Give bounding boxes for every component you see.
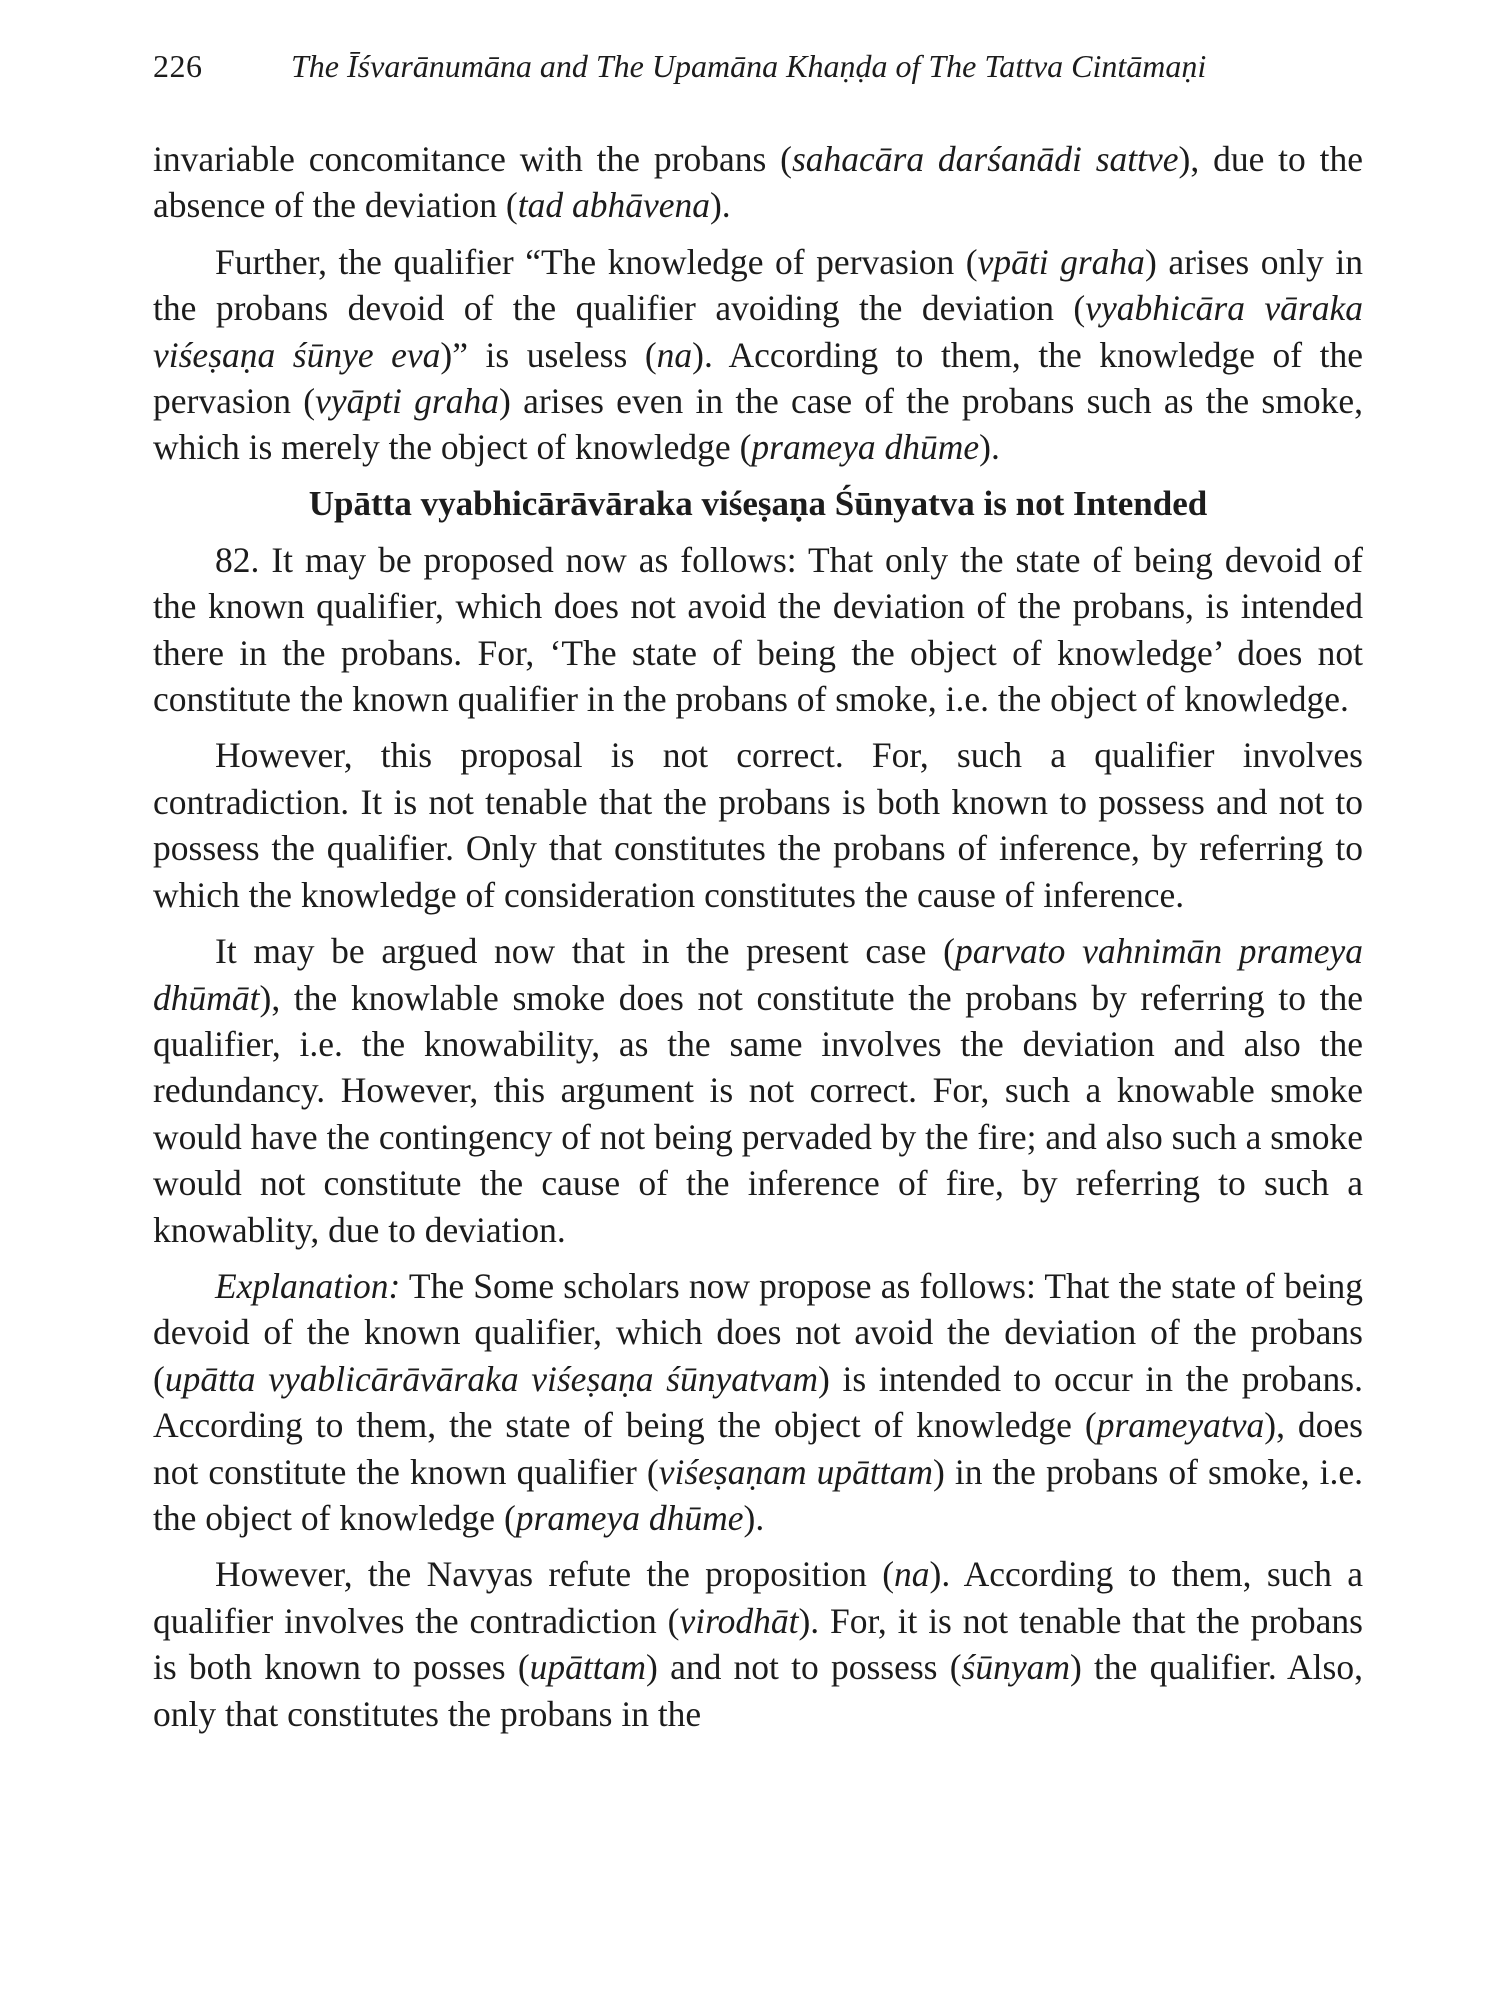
italic-term: vyabhicāra vāraka viśeṣaṇa śūnye eva <box>153 288 1363 375</box>
italic-term: parvato vahnimān prameya dhūmāt <box>153 931 1363 1018</box>
italic-term: viśeṣaṇam upāttam <box>658 1451 934 1492</box>
text-run: ). For, it is not tenable that the probans is both known to posses ( <box>153 1600 1363 1688</box>
italic-term: na <box>656 334 693 375</box>
italic-term: tad abhāvena <box>517 185 710 226</box>
text-run: )” is useless ( <box>440 334 657 375</box>
paragraph <box>153 1551 1363 1737</box>
paragraph <box>153 239 1363 471</box>
text-run: Further, the qualifier “The knowledge of pervasion ( <box>215 241 978 282</box>
page-number: 226 <box>153 48 203 84</box>
text-run: ) arises only in the probans devoid of the qualifier avoiding the deviation ( <box>153 241 1363 329</box>
text-run: ). <box>709 185 731 226</box>
text-run: ) the qualifier. Also, only that constitutes the probans in the <box>153 1647 1363 1734</box>
text-run: invariable concomitance with the probans ( <box>153 139 792 179</box>
body-text <box>153 136 1363 1747</box>
italic-term: virodhāt <box>679 1600 799 1641</box>
text-run: It may be argued now that in the present case ( <box>215 931 955 972</box>
text-run: However, this proposal is not correct. For, such a qualifier involves contradiction. It is not tenable that the probans is both known to possess and not to possess the qualifier. Only that constitutes the probans of inference, by referring to which the knowledge of consideration constitutes the cause of inference. <box>153 735 1363 915</box>
text-run: ). According to them, such a qualifier involves the contradiction ( <box>153 1554 1363 1641</box>
text-run: ), does not constitute the known qualifier ( <box>153 1405 1363 1492</box>
section-heading <box>153 481 1363 527</box>
text-run: ) arises even in the case of the probans such as the smoke, which is merely the object of knowledge ( <box>153 381 1363 468</box>
text-run: ). <box>743 1497 765 1538</box>
text-run: ), due to the absence of the deviation ( <box>153 139 1363 226</box>
text-run: The Some scholars now propose as follows: That the state of being devoid of the known qualifier, which does not avoid the deviation of the probans ( <box>153 1265 1363 1399</box>
text-run: ) is intended to occur in the probans. According to them, the state of being the object of knowledge ( <box>153 1358 1363 1446</box>
text-run: ) and not to possess ( <box>646 1647 962 1688</box>
running-head <box>153 38 1363 94</box>
italic-term: prameya dhūme <box>515 1497 744 1538</box>
paragraph <box>153 732 1363 918</box>
paragraph <box>153 1263 1363 1541</box>
italic-term: sahacāra darśanādi sattve <box>791 139 1179 179</box>
italic-term: upātta vyablicārāvāraka viśeṣaṇa śūnyatvam <box>164 1358 818 1399</box>
text-run: Upātta vyabhicārāvāraka viśeṣaṇa Śūnyatva is not Intended <box>308 483 1208 523</box>
text-run: 82. It may be proposed now as follows: That only the state of being devoid of the known qualifier, which does not avoid the deviation of the probans, is intended there in the probans. For, ‘The state of being the object of knowledge’ does not constitute the known qualifier in the probans of smoke, i.e. the object of knowledge. <box>153 539 1363 720</box>
italic-term: na <box>894 1554 930 1595</box>
italic-term: Explanation: <box>215 1265 401 1306</box>
text-run: ) in the probans of smoke, i.e. the object of knowledge ( <box>153 1451 1363 1538</box>
text-run: ), the knowlable smoke does not constitute the probans by referring to the qualifier, i.e. the knowability, as the same involves the deviation and also the redundancy. However, this argument is not correct. For, such a knowable smoke would have the contingency of not being pervaded by the fire; and also such a smoke would not constitute the cause of the inference of fire, by referring to such a knowablity, due to deviation. <box>153 977 1363 1250</box>
italic-term: vyāpti graha <box>315 381 499 422</box>
italic-term: śūnyam <box>961 1647 1070 1688</box>
book-title: The Īśvarānumāna and The Upamāna Khaṇḍa of The Tattva Cintāmaṇi <box>291 48 1207 84</box>
italic-term: upāttam <box>529 1647 647 1688</box>
paragraph <box>153 537 1363 723</box>
paragraph <box>153 136 1363 229</box>
italic-term: vpāti graha <box>977 241 1145 282</box>
italic-term: prameya dhūme <box>751 427 980 468</box>
italic-term: prameyatva <box>1096 1405 1265 1446</box>
text-run: ). <box>979 427 1000 468</box>
paragraph <box>153 928 1363 1253</box>
text-run: ). According to them, the knowledge of the pervasion ( <box>153 334 1363 422</box>
text-run: However, the Navyas refute the proposition ( <box>215 1554 895 1595</box>
